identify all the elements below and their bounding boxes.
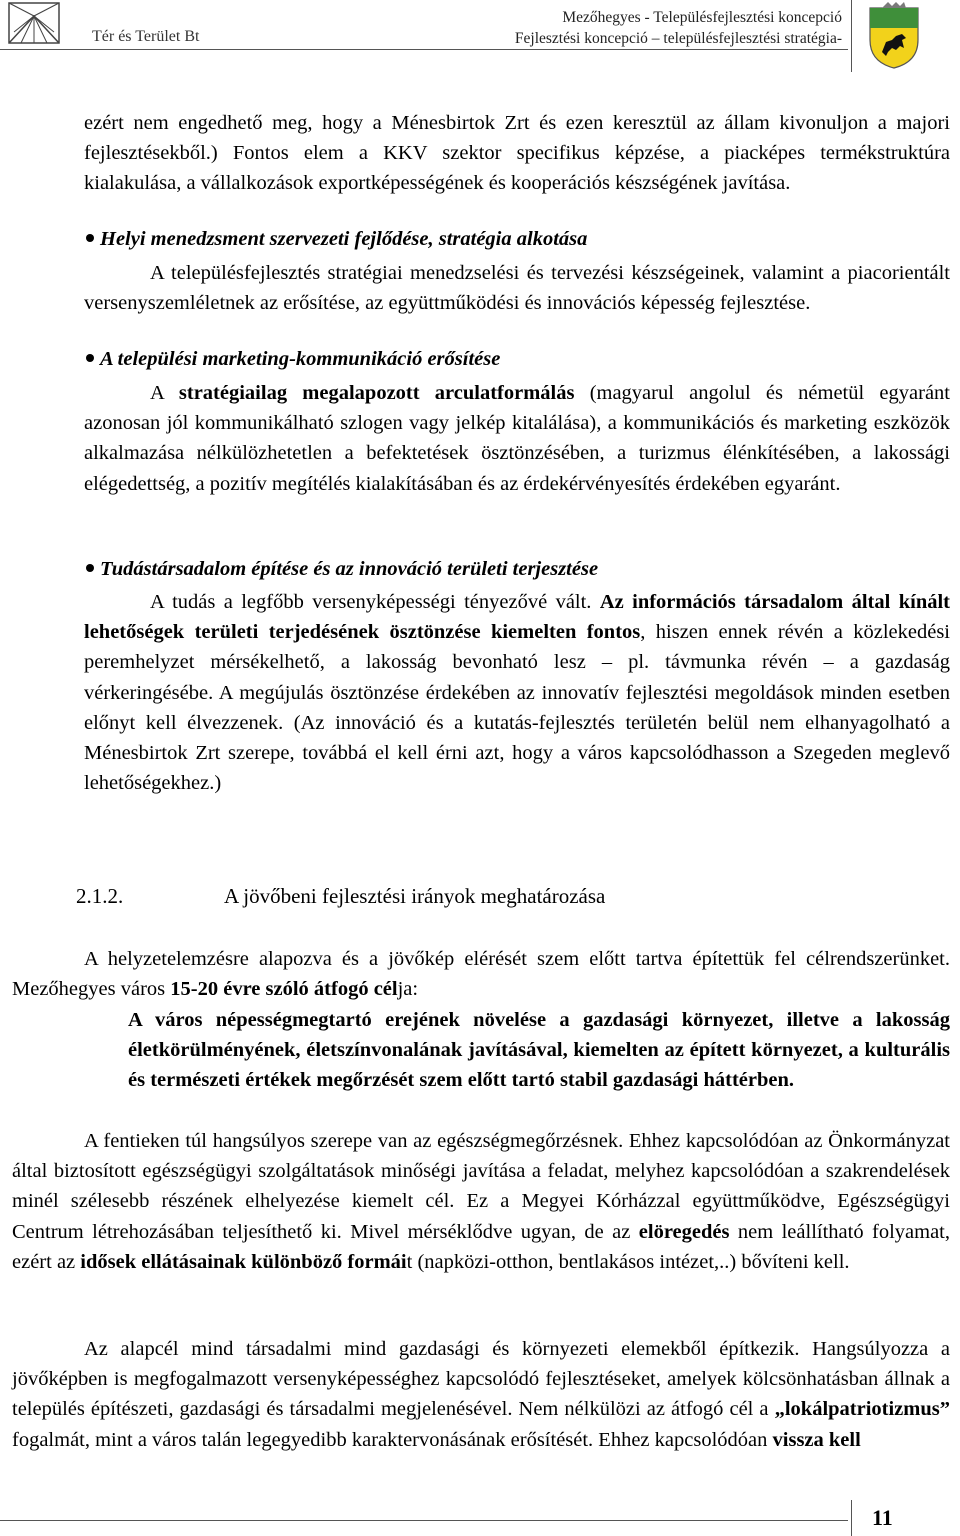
text-span: (magyarul angolul és németül egyaránt azonosan jól kommunikálható szlogen vagy jelkép kitalálása), a kommunikációs és marketing eszközök alkalmazása nélkülözhetetlen a befektetések ösztönzésében, a turizmus élénkítésében, a lakossági elégedettség, a pozitív megítélés kialakításában és az érdekérvényesítés érdekében egyaránt. bbox=[84, 382, 950, 495]
bullet-heading-marketing-text: A települési marketing-kommunikáció erősítése bbox=[100, 348, 501, 370]
document-title-line2: Fejlesztési koncepció – településfejlesztési stratégia- bbox=[514, 30, 842, 47]
paragraph-intro bbox=[84, 108, 950, 199]
emphasis-span: Az információs társadalom által kínált lehetőségek területi terjedésének ösztönzése kiemelten fontos bbox=[84, 591, 950, 644]
paragraph-goal-intro bbox=[12, 944, 950, 1004]
text-span: ja: bbox=[397, 978, 419, 1001]
town-crest-icon bbox=[866, 2, 922, 70]
paragraph-base-goal bbox=[12, 1334, 950, 1455]
emphasis-span: idősek ellátásainak különböző formái bbox=[80, 1250, 407, 1273]
page-number: 11 bbox=[872, 1505, 893, 1530]
text-span: A bbox=[150, 382, 179, 404]
page-header bbox=[0, 0, 960, 50]
bullet-heading-management bbox=[86, 228, 587, 251]
paragraph-health-text bbox=[12, 1126, 950, 1277]
text-span: A fentieken túl hangsúlyos szerepe van az egészségmegőrzésnek. Ehhez kapcsolódóan az Önkormányzat által biztosított egészségügyi szolgáltatások minőségi javítása a feladat, melyhez kapcsolódóan a szakrendelések minél szélesebb részének elhelyezése kiemelt cél. Ez a Megyei Kórházzal együttműködve, Egészségügyi Centrum létrehozásában teljesíthető ki. Mivel mérséklődve ugyan, de az bbox=[12, 1130, 950, 1243]
bullet-body-knowledge-text bbox=[84, 587, 950, 798]
document-title bbox=[515, 7, 842, 49]
paragraph-goal-intro-text bbox=[12, 944, 950, 1004]
text-span: t (napközi-otthon, bentlakásos intézet,..) bővíteni kell. bbox=[406, 1250, 850, 1273]
bullet-body-management bbox=[84, 258, 950, 318]
paragraph-intro-text: ezért nem engedhető meg, hogy a Ménesbirtok Zrt és ezen keresztül az állam kivonuljon a majori fejlesztésekből.) Fontos elem a KKV szektor specifikus képzése, a piacképes termékstruktúra kialakulása, a vállalkozások exportképességének és kooperációs készségének javítása. bbox=[84, 112, 950, 195]
text-span: , hiszen ennek révén a közlekedési peremhelyzet mérsékelhető, a lakosság bevonható lesz – pl. távmunka révén – a gazdaság vérkeringésébe. A megújulás ösztönzése érdekében az innovatív fejlesztési megoldások minden esetben előnyt kell élvezzenek. (Az innováció és a kutatás-fejlesztés területén belül nem elhanyagolható a Ménesbirtok Zrt szerepe, továbbá el kell érni azt, hogy a város kapcsolódhasson a Szegeden meglevő lehetőségekhez.) bbox=[84, 621, 950, 795]
bullet-heading-management-text: Helyi menedzsment szervezeti fejlődése, stratégia alkotása bbox=[100, 228, 588, 250]
text-span: fogalmát, mint a város talán legegyedibb karaktervonásának erősítését. Ehhez kapcsolódóan bbox=[12, 1428, 773, 1451]
bullet-heading-marketing bbox=[86, 348, 500, 371]
emphasis-span: stratégiailag megalapozott arculatformálás bbox=[178, 382, 575, 404]
bullet-body-marketing bbox=[84, 378, 950, 499]
document-title-line1: Mezőhegyes - Településfejlesztési koncepció bbox=[562, 9, 842, 26]
overall-goal bbox=[128, 1005, 950, 1096]
emphasis-span: elöregedés bbox=[638, 1220, 730, 1243]
company-name: Tér és Terület Bt bbox=[92, 28, 200, 45]
bullet-heading-knowledge-text: Tudástársadalom építése és az innováció területi terjesztése bbox=[100, 558, 599, 580]
section-title: A jövőbeni fejlesztési irányok meghatározása bbox=[224, 884, 606, 908]
bullet-heading-knowledge bbox=[86, 558, 598, 581]
text-span: A helyzetelemzésre alapozva és a jövőkép elérését szem előtt tartva építettük fel célrendszerünket. Mezőhegyes város bbox=[12, 948, 950, 1001]
paragraph-health bbox=[12, 1126, 950, 1277]
header-vertical-divider bbox=[851, 0, 852, 72]
paragraph-base-goal-text bbox=[12, 1334, 950, 1455]
text-span: A tudás a legfőbb versenyképességi tényezővé vált. bbox=[150, 591, 600, 613]
bullet-body-marketing-text bbox=[84, 378, 950, 499]
section-heading bbox=[76, 884, 605, 909]
header-divider bbox=[0, 49, 848, 50]
text-span: Az alapcél mind társadalmi mind gazdasági és környezeti elemekből építkezik. Hangsúlyozza a jövőképben is megfogalmazott versenyképességhez kapcsolódó fejlesztéseket, amelyek kölcsönhatásban állnak a település építészeti, gazdasági és társadalmi megjelenésével. Nem nélkülözi az átfogó cél a bbox=[12, 1338, 950, 1421]
footer-vertical-divider bbox=[851, 1500, 852, 1536]
emphasis-span: 15-20 évre szóló átfogó cél bbox=[170, 978, 398, 1001]
footer-divider bbox=[0, 1520, 848, 1521]
bullet-icon bbox=[86, 234, 94, 242]
text-span: nem leállítható folyamat, ezért az bbox=[12, 1220, 950, 1273]
section-number: 2.1.2. bbox=[76, 884, 124, 908]
bullet-body-knowledge bbox=[84, 587, 950, 798]
company-logo-icon bbox=[8, 2, 60, 44]
bullet-icon bbox=[86, 564, 94, 572]
bullet-icon bbox=[86, 354, 94, 362]
emphasis-span: vissza kell bbox=[772, 1428, 861, 1451]
emphasis-span: „lokálpatriotizmus” bbox=[774, 1398, 950, 1421]
bullet-body-management-text: A településfejlesztés stratégiai menedzselési és tervezési készségeinek, valamint a piacorientált versenyszemléletnek az erősítése, az együttműködési és innovációs képesség fejlesztése. bbox=[84, 262, 950, 315]
overall-goal-text: A város népességmegtartó erejének növelése a gazdasági környezet, illetve a lakosság életkörülményének, életszínvonalának javításával, kiemelten az épített környezet, a kulturális és természeti értékek megőrzését szem előtt tartó stabil gazdasági háttérben. bbox=[128, 1009, 950, 1092]
